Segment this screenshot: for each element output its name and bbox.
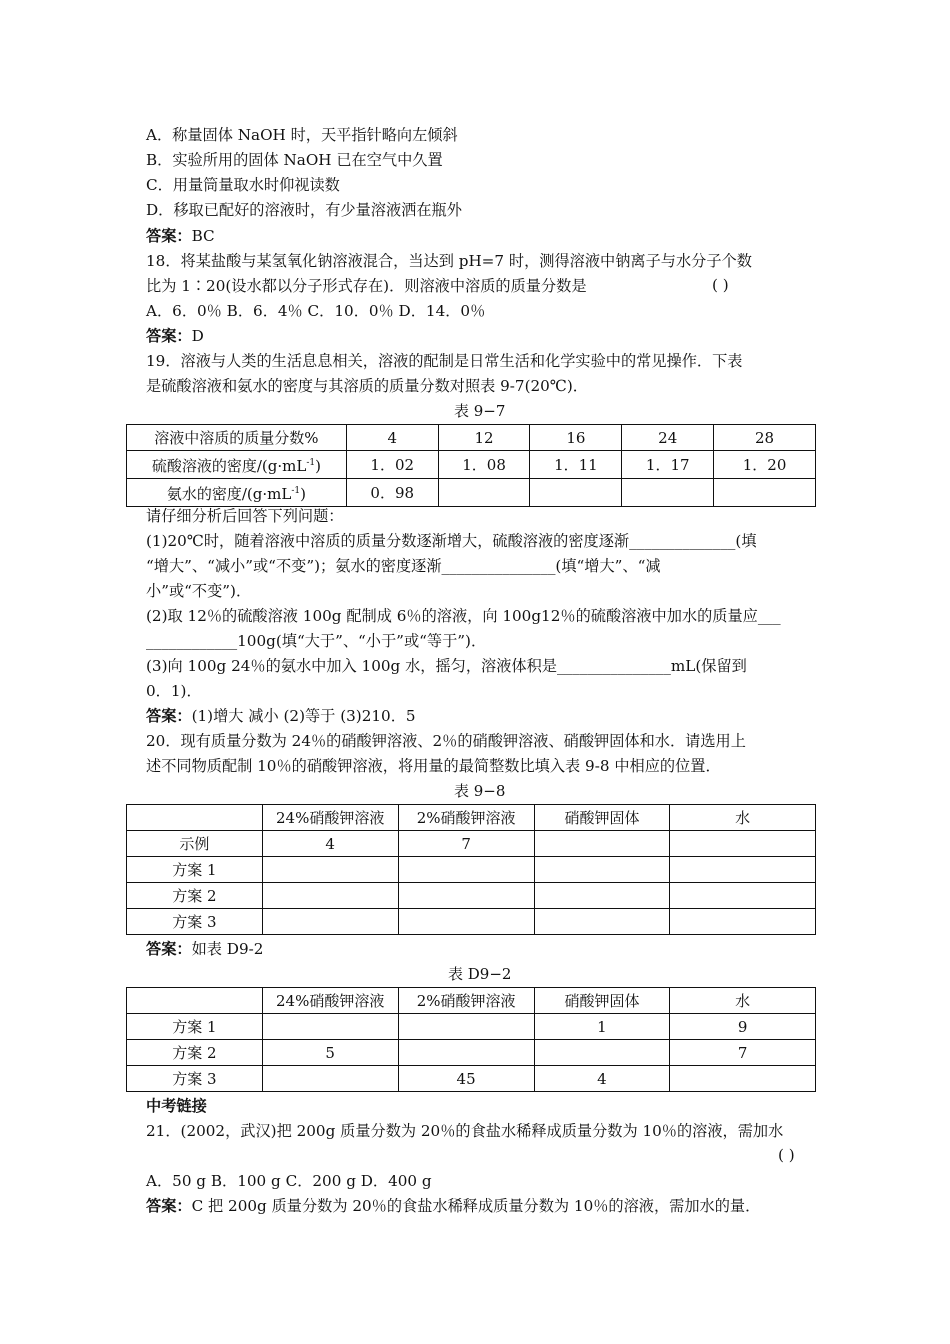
table-cell bbox=[127, 479, 347, 507]
q17-option-d: D．移取已配好的溶液时，有少量溶液洒在瓶外 bbox=[146, 201, 462, 219]
table-cell: 1．17 bbox=[622, 451, 714, 479]
table-cell bbox=[262, 1014, 398, 1040]
table-cell bbox=[534, 883, 670, 909]
table-cell: 7 bbox=[670, 1040, 816, 1066]
table-row bbox=[127, 1014, 816, 1040]
q17-answer bbox=[146, 226, 215, 246]
table-row bbox=[127, 1040, 816, 1066]
table-row bbox=[127, 1066, 816, 1092]
table-cell: 12 bbox=[438, 425, 530, 451]
table-row bbox=[127, 831, 816, 857]
table-cell: 方案 3 bbox=[127, 1066, 263, 1092]
table-header-cell: 水 bbox=[670, 988, 816, 1014]
q19-answer bbox=[146, 706, 416, 726]
table-9-7-caption: 表 9−7 bbox=[454, 402, 506, 420]
table-cell bbox=[262, 857, 398, 883]
table-cell bbox=[670, 909, 816, 935]
superscript: -1 bbox=[291, 486, 301, 496]
answer-label: 答案： bbox=[146, 327, 192, 345]
table-cell: 4 bbox=[262, 831, 398, 857]
answer-label: 答案： bbox=[146, 707, 192, 725]
table-cell: 方案 1 bbox=[127, 1014, 263, 1040]
table-cell bbox=[534, 831, 670, 857]
table-cell bbox=[398, 883, 534, 909]
q18-paren: ( ) bbox=[712, 276, 729, 294]
answer-label: 答案： bbox=[146, 227, 192, 245]
q17-option-b: B．实验所用的固体 NaOH 已在空气中久置 bbox=[146, 151, 443, 169]
table-header-cell: 硝酸钾固体 bbox=[534, 805, 670, 831]
table-cell bbox=[438, 479, 530, 507]
table-cell: 9 bbox=[670, 1014, 816, 1040]
answer-value: (1)增大 减小 (2)等于 (3)210．5 bbox=[191, 707, 416, 725]
row-label-close: ) bbox=[300, 485, 306, 503]
table-cell bbox=[262, 909, 398, 935]
answer-label: 答案： bbox=[146, 940, 192, 958]
q20-line1: 20．现有质量分数为 24％的硝酸钾溶液、2％的硝酸钾溶液、硝酸钾固体和水．请选用上 bbox=[146, 732, 746, 750]
q21-line1: 21．(2002，武汉)把 200g 质量分数为 20％的食盐水稀释成质量分数为 10％的溶液，需加水 bbox=[146, 1122, 784, 1140]
answer-value: C 把 200g 质量分数为 20％的食盐水稀释成质量分数为 10％的溶液，需加水的量． bbox=[191, 1197, 761, 1215]
table-cell bbox=[622, 479, 714, 507]
table-cell: 24 bbox=[622, 425, 714, 451]
table-cell bbox=[398, 1040, 534, 1066]
table-row bbox=[127, 425, 816, 451]
q18-line1: 18．将某盐酸与某氢氧化钠溶液混合，当达到 pH=7 时，测得溶液中钠离子与水分子个数 bbox=[146, 252, 752, 270]
table-cell bbox=[398, 857, 534, 883]
table-cell: 28 bbox=[714, 425, 816, 451]
table-cell bbox=[534, 909, 670, 935]
table-9-8 bbox=[126, 804, 816, 935]
row-label: 氨水的密度/(g·mL bbox=[166, 485, 292, 503]
table-header-cell: 2%硝酸钾溶液 bbox=[398, 805, 534, 831]
table-row bbox=[127, 883, 816, 909]
table-cell: 示例 bbox=[127, 831, 263, 857]
table-d9-2 bbox=[126, 987, 816, 1092]
table-cell bbox=[670, 883, 816, 909]
table-9-7 bbox=[126, 424, 816, 507]
table-row bbox=[127, 451, 816, 479]
answer-value: BC bbox=[191, 227, 215, 245]
row-label-close: ) bbox=[315, 457, 321, 475]
table-cell: 5 bbox=[262, 1040, 398, 1066]
table-header-cell: 24%硝酸钾溶液 bbox=[262, 805, 398, 831]
table-cell bbox=[398, 1014, 534, 1040]
table-cell bbox=[534, 1040, 670, 1066]
q19-line1: 19．溶液与人类的生活息息相关，溶液的配制是日常生活和化学实验中的常见操作．下表 bbox=[146, 352, 743, 370]
table-header-row bbox=[127, 988, 816, 1014]
table-row bbox=[127, 479, 816, 507]
table-cell bbox=[530, 479, 622, 507]
table-cell: 方案 1 bbox=[127, 857, 263, 883]
table-cell: 1．20 bbox=[714, 451, 816, 479]
row-label: 硫酸溶液的密度/(g·mL bbox=[151, 457, 307, 475]
table-cell bbox=[127, 451, 347, 479]
table-cell bbox=[398, 909, 534, 935]
q21-answer bbox=[146, 1196, 760, 1216]
table-row bbox=[127, 857, 816, 883]
table-cell bbox=[670, 1066, 816, 1092]
q19-part1-line1: (1)20℃时，随着溶液中溶质的质量分数逐渐增大，硫酸溶液的密度逐渐______________(填 bbox=[146, 532, 757, 550]
section-title: 中考链接 bbox=[146, 1097, 207, 1115]
answer-value: D bbox=[191, 327, 204, 345]
table-header-cell bbox=[127, 805, 263, 831]
table-cell: 45 bbox=[398, 1066, 534, 1092]
q18-line2: 比为 1∶20(设水都以分子形式存在)．则溶液中溶质的质量分数是 bbox=[146, 277, 587, 295]
q21-options: A．50 g B．100 g C．200 g D．400 g bbox=[146, 1172, 432, 1190]
table-cell: 1 bbox=[534, 1014, 670, 1040]
q19-part1-line2: “增大”、“减小”或“不变”)；氨水的密度逐渐_______________(填“增大”、“减 bbox=[146, 557, 661, 575]
table-header-cell: 2%硝酸钾溶液 bbox=[398, 988, 534, 1014]
q19-part1-line3: 小”或“不变”)． bbox=[146, 582, 252, 600]
table-cell: 4 bbox=[534, 1066, 670, 1092]
table-header-cell bbox=[127, 988, 263, 1014]
q19-part3-line1: (3)向 100g 24％的氨水中加入 100g 水，摇匀，溶液体积是_______________mL(保留到 bbox=[146, 657, 747, 675]
table-cell: 1．02 bbox=[346, 451, 438, 479]
table-header-row bbox=[127, 805, 816, 831]
answer-value: 如表 D9-2 bbox=[191, 940, 264, 958]
table-cell bbox=[670, 857, 816, 883]
table-cell bbox=[670, 831, 816, 857]
table-header-cell: 水 bbox=[670, 805, 816, 831]
table-cell bbox=[262, 1066, 398, 1092]
q17-option-c: C．用量筒量取水时仰视读数 bbox=[146, 176, 340, 194]
superscript: -1 bbox=[306, 458, 316, 468]
table-row bbox=[127, 909, 816, 935]
table-d9-2-caption: 表 D9−2 bbox=[448, 965, 512, 983]
table-header-cell: 硝酸钾固体 bbox=[534, 988, 670, 1014]
q21-paren: ( ) bbox=[778, 1146, 795, 1164]
q20-answer bbox=[146, 939, 263, 959]
q19-part2-line2: ____________100g(填“大于”、“小于”或“等于”)． bbox=[146, 632, 487, 650]
table-9-8-caption: 表 9−8 bbox=[454, 782, 506, 800]
table-cell: 4 bbox=[346, 425, 438, 451]
q19-prompt: 请仔细分析后回答下列问题： bbox=[146, 507, 344, 525]
q18-options: A．6．0％ B．6．4％ C．10．0％ D．14．0％ bbox=[146, 302, 486, 320]
q19-part3-line2: 0．1)． bbox=[146, 682, 202, 700]
table-cell: 方案 2 bbox=[127, 883, 263, 909]
table-cell bbox=[262, 883, 398, 909]
q17-option-a: A．称量固体 NaOH 时，天平指针略向左倾斜 bbox=[146, 126, 458, 144]
table-cell: 1．11 bbox=[530, 451, 622, 479]
table-cell: 16 bbox=[530, 425, 622, 451]
table-cell: 溶液中溶质的质量分数% bbox=[127, 425, 347, 451]
answer-label: 答案： bbox=[146, 1197, 192, 1215]
table-cell: 方案 3 bbox=[127, 909, 263, 935]
q20-line2: 述不同物质配制 10％的硝酸钾溶液，将用量的最简整数比填入表 9-8 中相应的位置． bbox=[146, 757, 721, 775]
table-cell: 7 bbox=[398, 831, 534, 857]
q18-answer bbox=[146, 326, 204, 346]
table-cell: 方案 2 bbox=[127, 1040, 263, 1066]
table-cell: 1．08 bbox=[438, 451, 530, 479]
table-cell bbox=[534, 857, 670, 883]
table-cell bbox=[714, 479, 816, 507]
q19-line2: 是硫酸溶液和氨水的密度与其溶质的质量分数对照表 9-7(20℃)． bbox=[146, 377, 588, 395]
table-header-cell: 24%硝酸钾溶液 bbox=[262, 988, 398, 1014]
q19-part2-line1: (2)取 12％的硫酸溶液 100g 配制成 6％的溶液，向 100g12％的硫酸溶液中加水的质量应___ bbox=[146, 607, 781, 625]
table-cell: 0．98 bbox=[346, 479, 438, 507]
